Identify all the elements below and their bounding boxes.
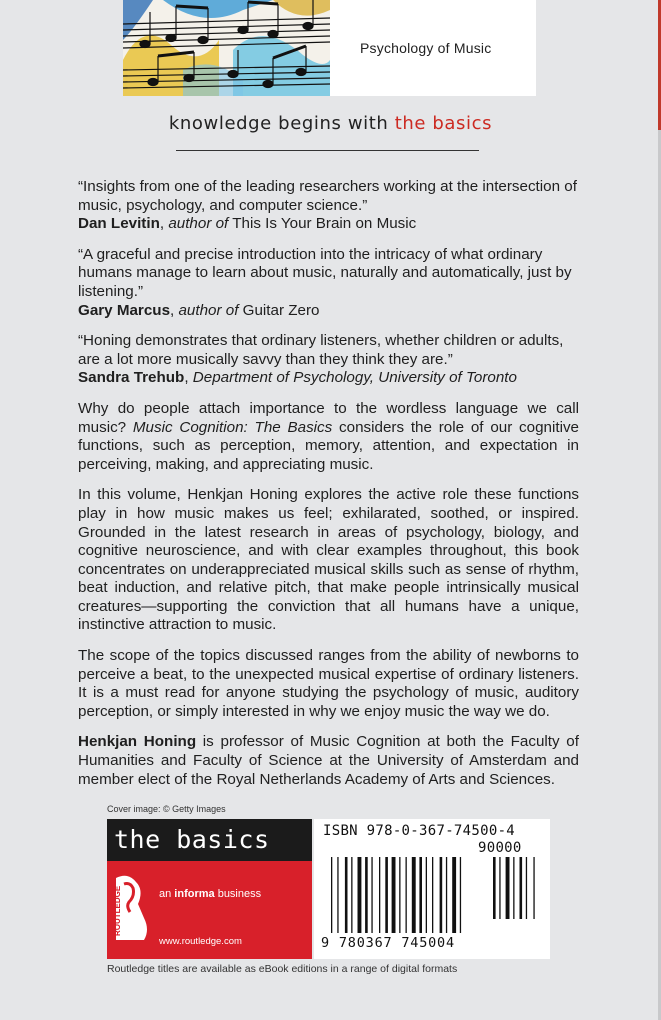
routledge-panel — [107, 861, 312, 959]
routledge-logo — [114, 874, 152, 944]
quote-author-role: author of — [168, 215, 229, 233]
publisher-website: www.routledge.com — [159, 936, 242, 947]
cover-credit: Cover image: © Getty Images — [107, 804, 226, 814]
quote-text: “Honing demonstrates that ordinary listeners, whether children or adults, are a lot more musically savvy than they think they are.” — [78, 332, 564, 368]
informa-suffix: business — [214, 888, 262, 900]
quote-author: Dan Levitin — [78, 215, 160, 233]
book-title: Music Cognition: The Basics — [132, 418, 333, 436]
quote-author-work: This Is Your Brain on Music — [232, 215, 417, 233]
quote-text: “Insights from one of the leading researchers working at the intersection of music, psychology, and computer science.” — [78, 178, 577, 214]
quote-author-role: author of — [178, 301, 239, 319]
the-basics-logo: the basics — [107, 819, 312, 861]
tagline-accent: the basics — [394, 113, 493, 134]
quote-author: Gary Marcus — [78, 301, 171, 319]
quote-block — [78, 332, 579, 388]
quote-attribution: Dan Levitin, author of This Is Your Brain on Music — [78, 215, 417, 233]
description-text: Why do people attach importance to the wordless language we call music? — [78, 399, 579, 436]
quote-block — [78, 178, 579, 234]
author-bio — [78, 733, 579, 789]
music-notes-artwork — [123, 0, 330, 96]
description-text: considers the role of our cognitive functions, such as perception, memory, attention, and expectation in perceiving, making, and appreciating music. — [78, 418, 580, 473]
author-bio-text: is professor of Music Cognition at both the Faculty of Humanities and Faculty of Science at the University of Amsterdam and member elect of the Royal Netherlands Academy of Arts and Sciences. — [78, 733, 579, 788]
description-paragraph: The scope of the topics discussed ranges from the ability of newborns to perceive a beat, to the unexpected musical expertise of ordinary listeners. It is a must read for anyone studying the psychology of music, auditory perception, or simply interested in why we enjoy music the way we do. — [78, 647, 579, 720]
routledge-logo-text: ROUTLEDGE — [113, 885, 122, 936]
quote-attribution: Gary Marcus, author of Guitar Zero — [78, 301, 320, 319]
quote-author: Sandra Trehub — [78, 369, 185, 387]
tagline-prefix: knowledge begins with — [168, 113, 395, 134]
description-paragraph: In this volume, Henkjan Honing explores the active role these functions play in how music makes us feel; exhilarated, soothed, or inspired. Grounded in the latest research in areas of psychology, biology, and cognitive neuroscience, and with clear examples throughout, this book concentrates on underappreciated musical skills such as sense of rhythm, beat induction, and relative pitch, that make people intrinsically musical creatures—supporting the conviction that all humans have a unique, instinctive attraction to music. — [78, 486, 579, 634]
informa-bold: informa — [174, 888, 215, 900]
series-name: Psychology of Music — [360, 40, 492, 56]
quote-attribution: Sandra Trehub, Department of Psychology, University of Toronto — [78, 369, 517, 387]
description-paragraph — [78, 400, 579, 474]
ebook-note: Routledge titles are available as eBook editions in a range of digital formats — [107, 963, 458, 975]
author-name: Henkjan Honing — [78, 733, 197, 751]
quote-author-affiliation: Department of Psychology, University of Toronto — [192, 369, 517, 387]
divider-rule — [176, 150, 479, 151]
back-cover-text — [78, 178, 579, 801]
quote-author-work: Guitar Zero — [242, 301, 320, 319]
quote-block — [78, 246, 579, 320]
isbn-label: ISBN 978-0-367-74500-4 — [323, 823, 516, 839]
tagline — [0, 113, 661, 134]
price-code: 90000 — [478, 840, 522, 856]
informa-tagline — [159, 888, 261, 900]
publisher-box — [107, 819, 312, 959]
cover-header-panel — [123, 0, 536, 96]
barcode-digits: 9 780367 745004 — [321, 935, 455, 951]
barcode-bars — [331, 857, 543, 937]
quote-text: “A graceful and precise introduction into the intricacy of what ordinary humans manage to learn about music, naturally and automatically, just by listening.” — [78, 245, 572, 300]
isbn-barcode — [314, 819, 550, 959]
informa-prefix: an — [159, 888, 175, 900]
